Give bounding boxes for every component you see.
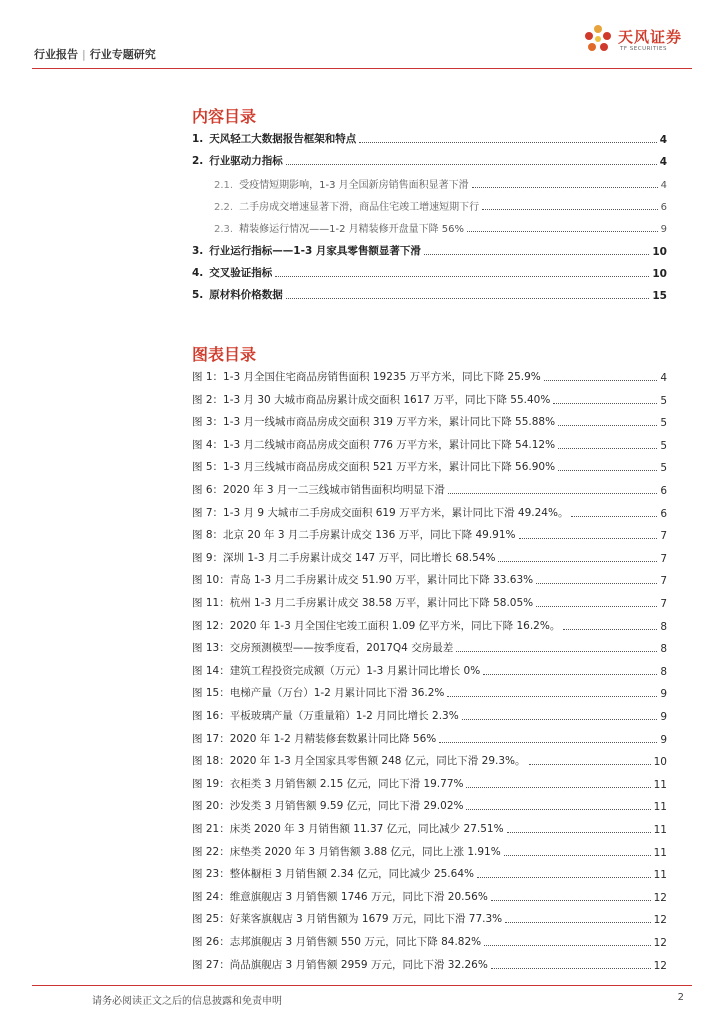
entry-label xyxy=(192,731,436,746)
logo-name-en: TF SECURITIES xyxy=(620,46,667,52)
leader-dots xyxy=(558,448,657,449)
entry-text: 天风轻工大数据报告框架和特点 xyxy=(209,133,357,145)
entry-page-number: 9 xyxy=(660,733,667,746)
entry-page-number: 5 xyxy=(660,462,667,475)
leader-dots xyxy=(439,742,657,743)
entry-text: 图 13：交房预测模型——按季度看，2017Q4 交房最差 xyxy=(192,642,454,655)
leader-dots xyxy=(477,877,651,878)
entry-page-number: 8 xyxy=(660,643,667,656)
toc-entry[interactable] xyxy=(192,130,667,146)
figure-entry[interactable] xyxy=(192,413,667,429)
entry-label xyxy=(192,957,488,972)
leader-dots xyxy=(483,674,657,675)
toc-entry[interactable] xyxy=(192,264,667,280)
entry-label xyxy=(192,753,526,768)
page-number: 2 xyxy=(677,992,684,1003)
entry-page-number: 10 xyxy=(652,245,667,258)
entry-label xyxy=(192,776,463,791)
entry-label xyxy=(192,550,495,565)
entry-label xyxy=(192,369,541,384)
entry-page-number: 12 xyxy=(653,891,667,904)
entry-label xyxy=(192,798,463,813)
entry-page-number: 11 xyxy=(653,801,667,814)
entry-label xyxy=(192,844,501,859)
leader-dots xyxy=(563,629,657,630)
figure-entry[interactable] xyxy=(192,391,667,407)
leader-dots xyxy=(275,276,649,277)
figure-entry[interactable] xyxy=(192,775,667,791)
entry-number: 2.1. xyxy=(214,179,234,191)
entry-label xyxy=(192,287,283,302)
entry-number: 5. xyxy=(192,289,204,302)
leader-dots xyxy=(544,380,658,381)
logo-flower-icon xyxy=(580,22,616,58)
entry-text: 图 22：床垫类 2020 年 3 月销售额 3.88 亿元，同比上涨 1.91% xyxy=(192,845,501,858)
leader-dots xyxy=(482,209,658,210)
entry-number: 2.3. xyxy=(214,224,234,236)
figure-entry[interactable] xyxy=(192,481,667,497)
entry-text: 交叉验证指标 xyxy=(209,266,273,279)
header-separator: | xyxy=(82,48,86,61)
leader-dots xyxy=(536,583,657,584)
entry-page-number: 8 xyxy=(660,620,667,633)
entry-page-number: 5 xyxy=(660,439,667,452)
entry-text: 图 1：1-3 月全国住宅商品房销售面积 19235 万平方米，同比下降 25.9% xyxy=(192,371,541,383)
entry-text: 图 17：2020 年 1-2 月精装修套数累计同比降 56% xyxy=(192,732,437,745)
entry-label xyxy=(192,176,469,191)
entry-label xyxy=(192,459,555,474)
leader-dots xyxy=(472,187,658,188)
entry-text: 图 8：北京 20 年 3 月二手房累计成交 136 万平，同比下降 49.91% xyxy=(192,529,516,542)
entry-text: 图 12：2020 年 1-3 月全国住宅竣工面积 1.09 亿平方米，同比下降 16.2%。 xyxy=(192,619,561,632)
toc-entry[interactable] xyxy=(192,175,667,191)
page-footer xyxy=(32,985,692,1007)
figure-entry[interactable] xyxy=(192,730,667,746)
logo-name-cn: 天风证券 xyxy=(618,28,683,46)
figure-entry[interactable] xyxy=(192,526,667,542)
toc-entry[interactable] xyxy=(192,197,667,213)
entry-text: 图 2：1-3 月 30 大城市商品房累计成交面积 1617 万平，同比下降 55.40% xyxy=(192,393,551,406)
entry-page-number: 7 xyxy=(660,552,667,565)
entry-label xyxy=(192,708,459,723)
entry-label xyxy=(192,437,555,452)
entry-text: 图 11：杭州 1-3 月二手房累计成交 38.58 万平，累计同比下降 58.05% xyxy=(192,597,534,609)
leader-dots xyxy=(571,516,657,517)
header-subcategory: 行业专题研究 xyxy=(89,48,156,61)
entry-label xyxy=(192,618,560,633)
leader-dots xyxy=(448,493,657,494)
figure-entry[interactable] xyxy=(192,594,667,610)
figure-entry[interactable] xyxy=(192,933,667,949)
entry-page-number: 4 xyxy=(660,179,667,191)
header-breadcrumb xyxy=(34,46,156,62)
leader-dots xyxy=(505,922,650,923)
entry-text: 图 25：好莱客旗舰店 3 月销售额为 1679 万元，同比下滑 77.3% xyxy=(192,913,503,926)
figure-entry[interactable] xyxy=(192,684,667,700)
company-logo xyxy=(580,22,690,62)
leader-dots xyxy=(558,470,657,471)
entry-label xyxy=(192,685,444,700)
leader-dots xyxy=(536,606,657,607)
entry-label xyxy=(192,198,479,213)
entry-text: 图 7：1-3 月 9 大城市二手房成交面积 619 万平方米，累计同比下滑 49.24%。 xyxy=(192,506,569,519)
entry-text: 图 24：维意旗舰店 3 月销售额 1746 万元，同比下滑 20.56% xyxy=(192,890,488,903)
entry-page-number: 12 xyxy=(653,914,667,927)
entry-text: 图 6：2020 年 3 月一二三线城市销售面积均明显下滑 xyxy=(192,484,445,496)
toc-title: 内容目录 xyxy=(192,107,257,126)
leader-dots xyxy=(462,719,658,720)
page-header xyxy=(32,28,692,69)
figure-entry[interactable] xyxy=(192,617,667,633)
entry-text: 精装修运行情况——1-2 月精装修开盘量下降 56% xyxy=(239,224,465,236)
figure-entry[interactable] xyxy=(192,707,667,723)
figure-entry[interactable] xyxy=(192,549,667,565)
entry-label xyxy=(192,663,480,678)
entry-page-number: 4 xyxy=(659,156,667,169)
leader-dots xyxy=(286,298,650,299)
entry-label xyxy=(192,866,474,881)
entry-page-number: 6 xyxy=(660,507,667,520)
header-category: 行业报告 xyxy=(34,48,78,61)
toc-entry[interactable] xyxy=(192,286,667,302)
entry-page-number: 15 xyxy=(652,290,667,303)
entry-page-number: 5 xyxy=(660,394,667,407)
entry-page-number: 6 xyxy=(660,201,667,213)
entry-text: 行业驱动力指标 xyxy=(209,155,283,168)
entry-text: 图 9：深圳 1-3 月二手房累计成交 147 万平，同比增长 68.54% xyxy=(192,551,496,564)
entry-label xyxy=(192,505,568,520)
entry-label xyxy=(192,640,453,655)
figure-entry[interactable] xyxy=(192,843,667,859)
figure-entry[interactable] xyxy=(192,436,667,452)
entry-label xyxy=(192,527,516,542)
entry-label xyxy=(192,482,445,497)
entry-label xyxy=(192,265,272,280)
entry-label xyxy=(192,220,464,235)
figure-entry[interactable] xyxy=(192,888,667,904)
entry-page-number: 7 xyxy=(660,575,667,588)
entry-label xyxy=(192,934,481,949)
entry-text: 图 27：尚品旗舰店 3 月销售额 2959 万元，同比下滑 32.26% xyxy=(192,958,488,971)
entry-page-number: 11 xyxy=(653,846,667,859)
entry-page-number: 11 xyxy=(653,824,667,836)
entry-page-number: 7 xyxy=(660,530,667,543)
entry-label xyxy=(192,153,283,168)
entry-page-number: 6 xyxy=(660,485,667,497)
toc-entry[interactable] xyxy=(192,219,667,235)
entry-text: 二手房成交增速显著下滑，商品住宅竣工增速短期下行 xyxy=(239,201,480,213)
entry-page-number: 9 xyxy=(660,688,667,701)
figure-entry[interactable] xyxy=(192,956,667,972)
entry-page-number: 7 xyxy=(660,598,667,610)
entry-page-number: 4 xyxy=(660,372,667,384)
figure-entry[interactable] xyxy=(192,639,667,655)
leader-dots xyxy=(553,403,657,404)
leader-dots xyxy=(507,832,651,833)
entry-text: 图 14：建筑工程投资完成额（万元）1-3 月累计同比增长 0% xyxy=(192,664,481,677)
leader-dots xyxy=(504,855,651,856)
figures-title: 图表目录 xyxy=(192,345,257,364)
entry-label xyxy=(192,243,421,258)
figure-entry[interactable] xyxy=(192,797,667,813)
leader-dots xyxy=(529,764,651,765)
entry-page-number: 9 xyxy=(660,224,667,236)
toc-entry[interactable] xyxy=(192,152,667,168)
entry-text: 图 5：1-3 月三线城市商品房成交面积 521 万平方米，累计同比下降 56.90% xyxy=(192,461,556,474)
entry-text: 行业运行指标——1-3 月家具零售额显著下滑 xyxy=(209,244,421,257)
entry-page-number: 9 xyxy=(660,711,667,723)
leader-dots xyxy=(484,945,650,946)
leader-dots xyxy=(466,787,650,788)
entry-text: 图 18：2020 年 1-3 月全国家具零售额 248 亿元，同比下滑 29.3%。 xyxy=(192,755,526,768)
entry-page-number: 8 xyxy=(660,665,667,678)
figure-entry[interactable] xyxy=(192,458,667,474)
entry-text: 图 4：1-3 月二线城市商品房成交面积 776 万平方米，累计同比下降 54.12% xyxy=(192,438,556,451)
leader-dots xyxy=(467,231,658,232)
entry-text: 图 10：青岛 1-3 月二手房累计成交 51.90 万平，累计同比下降 33.63% xyxy=(192,574,534,587)
entry-number: 1. xyxy=(192,133,204,145)
leader-dots xyxy=(491,968,651,969)
entry-text: 受疫情短期影响，1-3 月全国新房销售面积显著下滑 xyxy=(239,179,469,191)
figure-entry[interactable] xyxy=(192,910,667,926)
entry-label xyxy=(192,911,502,926)
entry-text: 原材料价格数据 xyxy=(209,289,283,302)
entry-text: 图 26：志邦旗舰店 3 月销售额 550 万元，同比下降 84.82% xyxy=(192,936,482,948)
figure-entry[interactable] xyxy=(192,504,667,520)
entry-text: 图 21：床类 2020 年 3 月销售额 11.37 亿元，同比减少 27.51% xyxy=(192,823,504,835)
entry-text: 图 15：电梯产量（万台）1-2 月累计同比下滑 36.2% xyxy=(192,687,445,700)
leader-dots xyxy=(359,142,656,143)
entry-number: 2. xyxy=(192,155,204,168)
entry-page-number: 12 xyxy=(653,937,667,949)
toc-entry[interactable] xyxy=(192,242,667,258)
leader-dots xyxy=(466,809,650,810)
figure-entry[interactable] xyxy=(192,820,667,836)
entry-number: 3. xyxy=(192,244,204,257)
entry-text: 图 3：1-3 月一线城市商品房成交面积 319 万平方米，累计同比下降 55.88% xyxy=(192,416,556,429)
entry-text: 图 23：整体橱柜 3 月销售额 2.34 亿元，同比减少 25.64% xyxy=(192,868,474,881)
entry-label xyxy=(192,414,555,429)
figure-entry[interactable] xyxy=(192,368,667,384)
leader-dots xyxy=(498,561,657,562)
entry-page-number: 4 xyxy=(659,134,667,146)
entry-label xyxy=(192,131,356,146)
footer-disclaimer: 请务必阅读正文之后的信息披露和免责申明 xyxy=(92,996,282,1007)
figure-entry[interactable] xyxy=(192,662,667,678)
entry-text: 图 19：衣柜类 3 月销售额 2.15 亿元，同比下滑 19.77% xyxy=(192,777,464,790)
entry-page-number: 11 xyxy=(653,778,667,791)
leader-dots xyxy=(519,538,658,539)
figure-entry[interactable] xyxy=(192,752,667,768)
entry-page-number: 10 xyxy=(653,756,667,769)
leader-dots xyxy=(424,254,649,255)
entry-page-number: 12 xyxy=(653,959,667,972)
entry-label xyxy=(192,821,504,836)
leader-dots xyxy=(286,164,657,165)
entry-page-number: 5 xyxy=(660,417,667,430)
entry-label xyxy=(192,889,488,904)
leader-dots xyxy=(447,696,657,697)
leader-dots xyxy=(558,425,657,426)
figure-entry[interactable] xyxy=(192,571,667,587)
leader-dots xyxy=(456,651,657,652)
entry-label xyxy=(192,392,550,407)
entry-number: 4. xyxy=(192,266,204,279)
entry-text: 图 20：沙发类 3 月销售额 9.59 亿元，同比下滑 29.02% xyxy=(192,800,464,813)
entry-label xyxy=(192,595,533,610)
entry-text: 图 16：平板玻璃产量（万重量箱）1-2 月同比增长 2.3% xyxy=(192,710,459,722)
entry-page-number: 11 xyxy=(653,869,667,882)
entry-label xyxy=(192,572,533,587)
leader-dots xyxy=(491,900,651,901)
entry-number: 2.2. xyxy=(214,201,234,213)
entry-page-number: 10 xyxy=(652,267,667,280)
figure-entry[interactable] xyxy=(192,865,667,881)
